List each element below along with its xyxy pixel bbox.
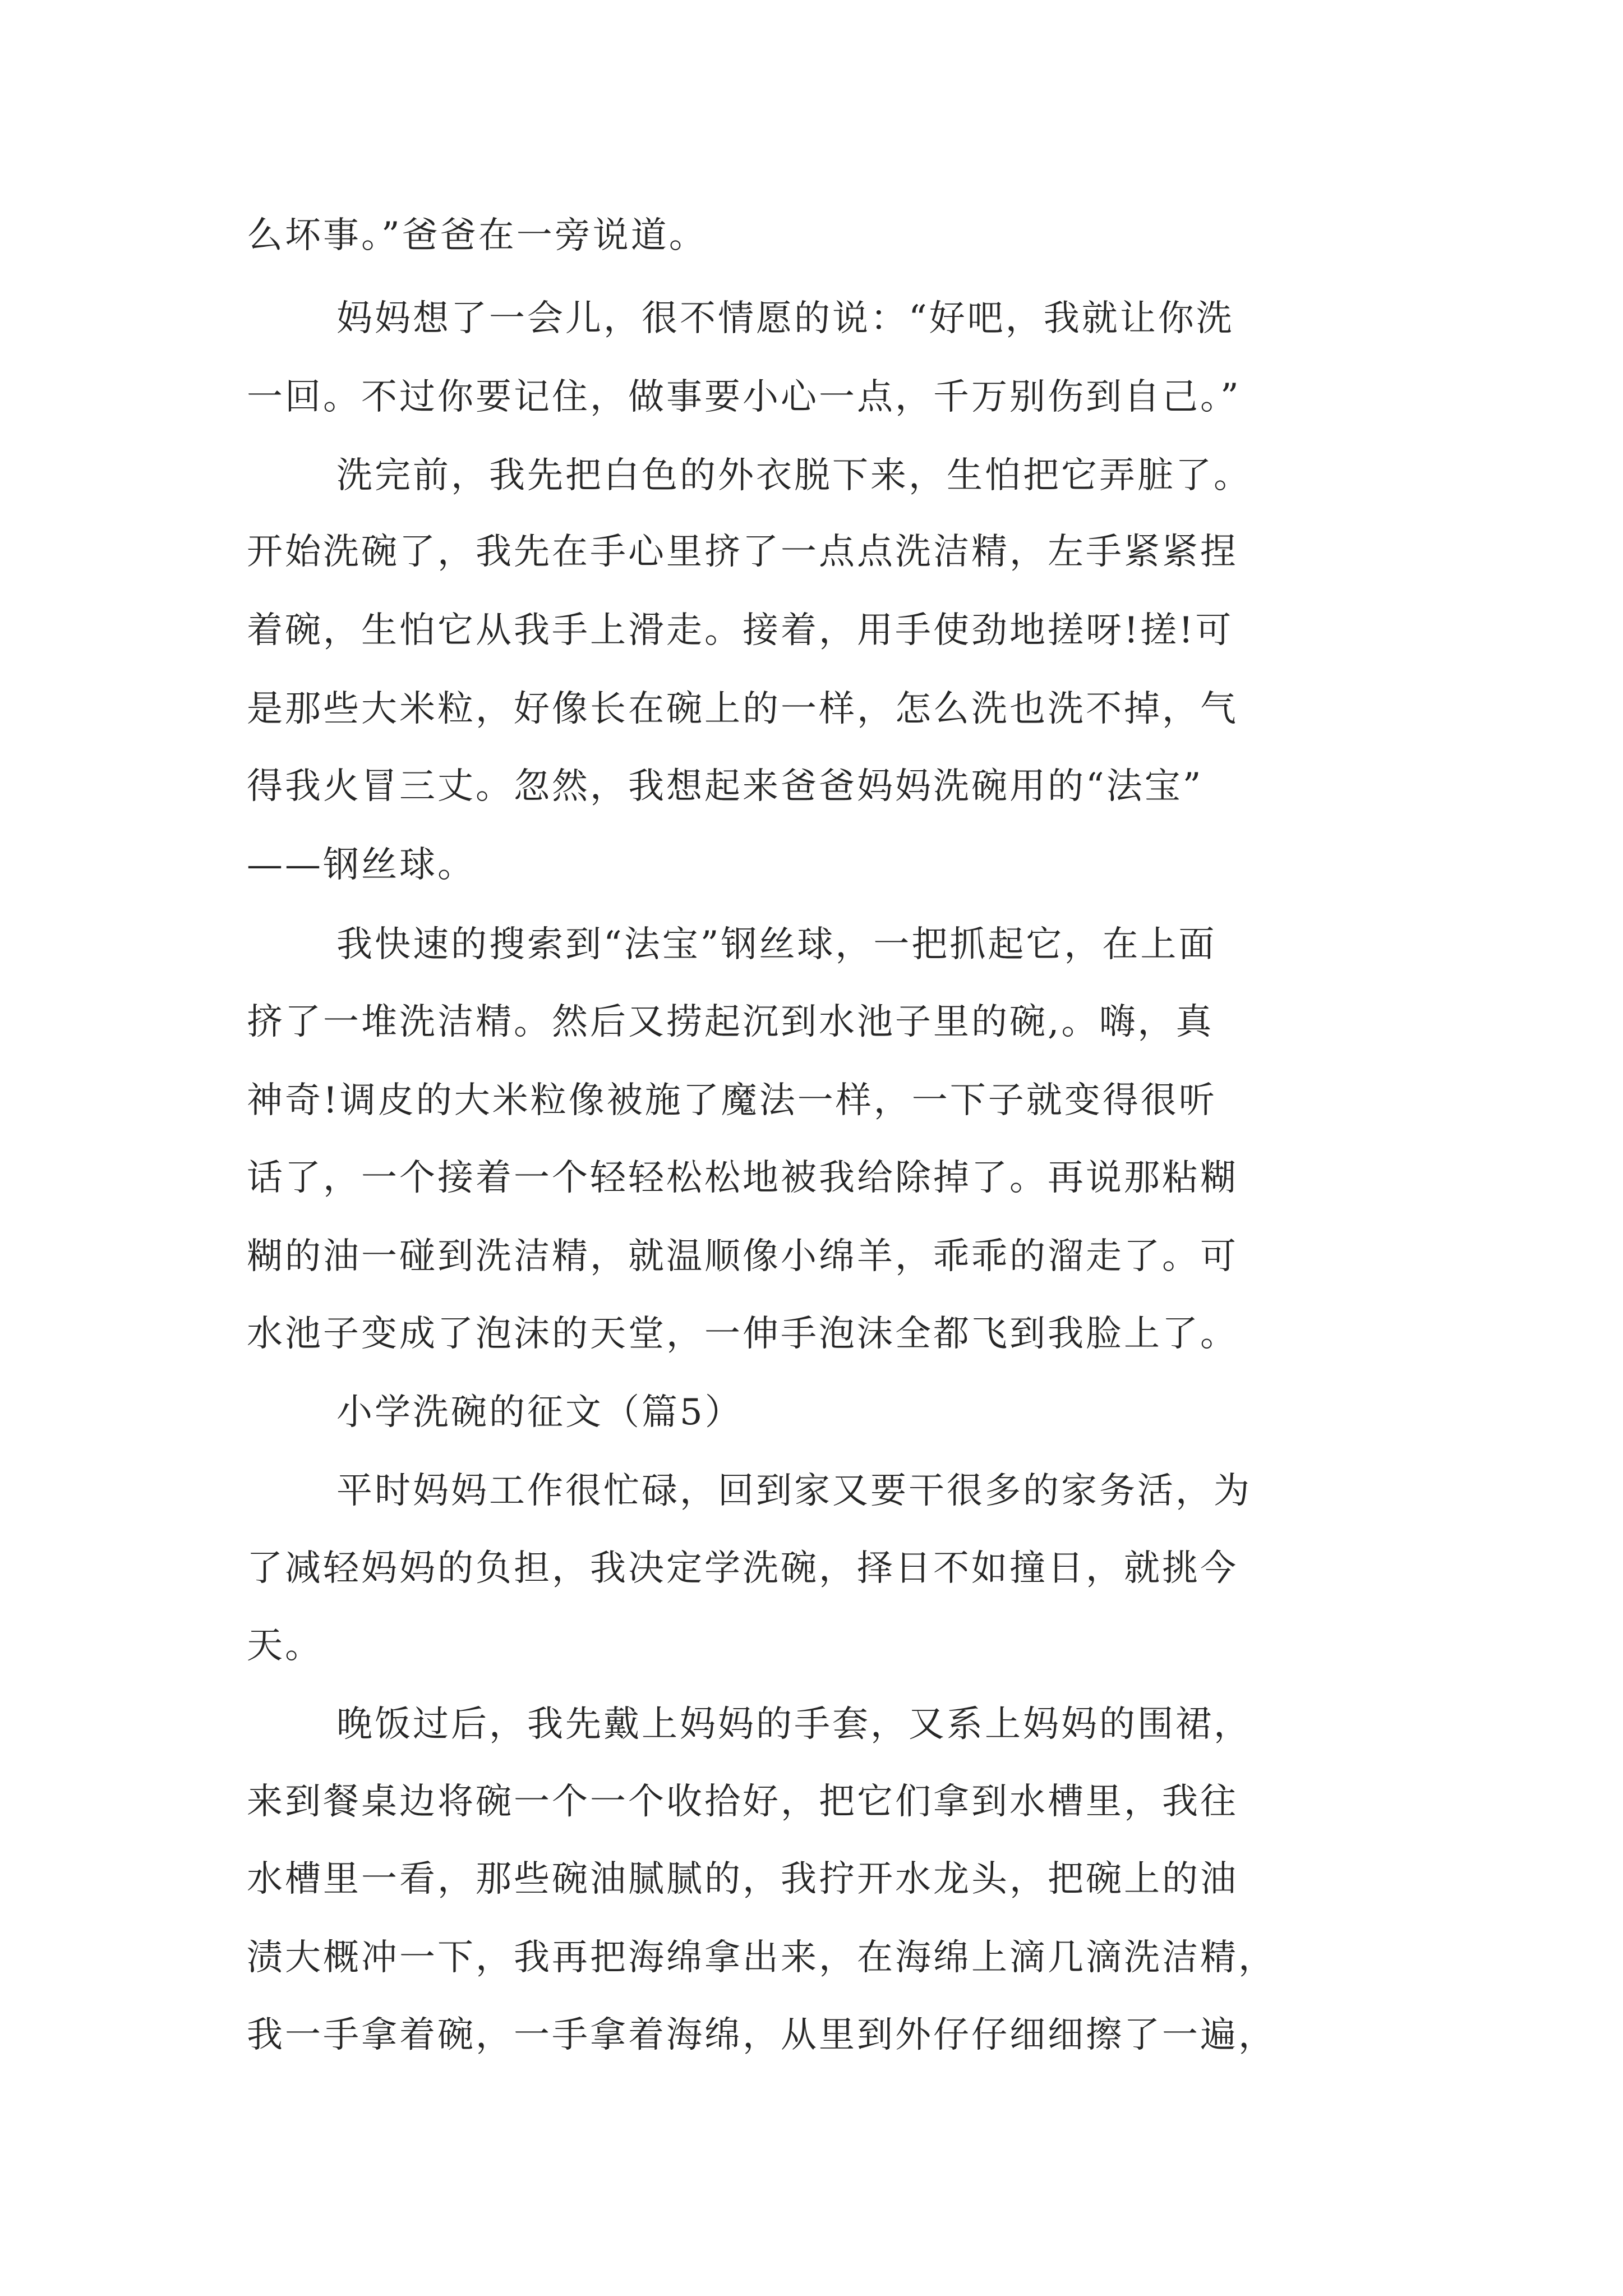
text-line: 我快速的搜索到“法宝”钢丝球，一把抓起它，在上面 [336,924,1217,965]
text-line: 了减轻妈妈的负担，我决定学洗碗，择日不如撞日，就挑今 [247,1548,1238,1589]
text-line: 着碗，生怕它从我手上滑走。接着，用手使劲地搓呀!搓!可 [247,610,1234,651]
text-line: ——钢丝球。 [247,844,476,886]
text-line: 晚饭过后，我先戴上妈妈的手套，又系上妈妈的围裙， [336,1704,1252,1745]
text-line: 开始洗碗了，我先在手心里挤了一点点洗洁精，左手紧紧捏 [247,531,1238,573]
text-line: 挤了一堆洗洁精。然后又捞起沉到水池子里的碗,。嗨，真 [247,1001,1214,1043]
text-line: 么坏事。”爸爸在一旁说道。 [247,215,707,256]
text-line: 水池子变成了泡沫的天堂，一伸手泡沫全都飞到我脸上了。 [247,1313,1238,1355]
text-line: 渍大概冲一下，我再把海绵拿出来，在海绵上滴几滴洗洁精， [247,1937,1276,1978]
text-line: 我一手拿着碗，一手拿着海绵，从里到外仔仔细细擦了一遍， [247,2014,1276,2056]
text-line: 来到餐桌边将碗一个一个收拾好，把它们拿到水槽里，我往 [247,1781,1238,1823]
text-line: 得我火冒三丈。忽然，我想起来爸爸妈妈洗碗用的“法宝” [247,766,1204,807]
text-line: 糊的油一碰到洗洁精，就温顺像小绵羊，乖乖的溜走了。可 [247,1236,1238,1277]
text-line: 天。 [247,1625,323,1667]
text-line: 水槽里一看，那些碗油腻腻的，我拧开水龙头，把碗上的油 [247,1858,1238,1900]
section-heading: 小学洗碗的征文（篇5） [336,1392,743,1433]
text-line: 平时妈妈工作很忙碌，回到家又要干很多的家务活，为 [336,1470,1252,1512]
text-line: 神奇!调皮的大米粒像被施了魔法一样，一下子就变得很听 [247,1080,1217,1121]
text-line: 洗完前，我先把白色的外衣脱下来，生怕把它弄脏了。 [336,455,1252,496]
text-line: 话了，一个接着一个轻轻松松地被我给除掉了。再说那粘糊 [247,1157,1238,1199]
text-line: 是那些大米粒，好像长在碗上的一样，怎么洗也洗不掉，气 [247,688,1238,730]
text-line: 妈妈想了一会儿，很不情愿的说：“好吧，我就让你洗 [336,298,1234,339]
text-line: 一回。不过你要记住，做事要小心一点，千万别伤到自己。” [247,376,1241,418]
